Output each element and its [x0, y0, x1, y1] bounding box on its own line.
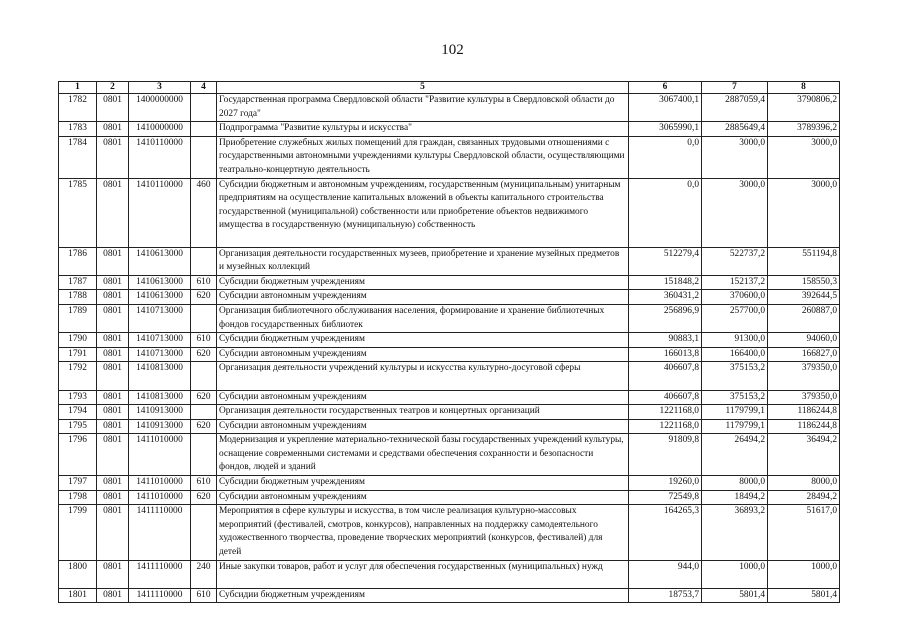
- expense-type-code: 610: [191, 333, 217, 348]
- row-number: 1795: [59, 419, 97, 434]
- table-row: [59, 390, 840, 405]
- amount-year-1: 0,0: [629, 178, 702, 247]
- table-row: [59, 362, 840, 390]
- table-row: [59, 333, 840, 348]
- row-number: 1792: [59, 362, 97, 390]
- section-code: 0801: [97, 588, 129, 603]
- item-name: Государственная программа Свердловской области "Развитие культуры в Свердловской области до 2027 года": [217, 94, 629, 122]
- amount-year-1: 166013,8: [629, 347, 702, 362]
- amount-year-1: 151848,2: [629, 275, 702, 290]
- item-name: Организация деятельности государственных музеев, приобретение и хранение музейных предметов и музейных коллекций: [217, 247, 629, 275]
- target-article-code: 1400000000: [129, 94, 191, 122]
- amount-year-1: 91809,8: [629, 434, 702, 476]
- table-row: [59, 94, 840, 122]
- amount-year-3: 5801,4: [768, 588, 840, 603]
- section-code: 0801: [97, 419, 129, 434]
- table-row: [59, 505, 840, 560]
- amount-year-2: 375153,2: [702, 362, 768, 390]
- section-code: 0801: [97, 347, 129, 362]
- item-name: Субсидии бюджетным учреждениям: [217, 275, 629, 290]
- header-col-6: 6: [629, 82, 702, 94]
- page-number: 102: [441, 42, 464, 58]
- amount-year-2: 36893,2: [702, 505, 768, 560]
- amount-year-1: 1221168,0: [629, 419, 702, 434]
- table-row: [59, 304, 840, 332]
- amount-year-3: 551194,8: [768, 247, 840, 275]
- table-row: [59, 490, 840, 505]
- amount-year-2: 3000,0: [702, 178, 768, 247]
- amount-year-1: 512279,4: [629, 247, 702, 275]
- target-article-code: 1410613000: [129, 247, 191, 275]
- section-code: 0801: [97, 94, 129, 122]
- target-article-code: 1411010000: [129, 490, 191, 505]
- expense-type-code: [191, 247, 217, 275]
- row-number: 1783: [59, 122, 97, 137]
- header-col-3: 3: [129, 82, 191, 94]
- target-article-code: 1410913000: [129, 419, 191, 434]
- expense-type-code: 620: [191, 390, 217, 405]
- amount-year-1: 0,0: [629, 136, 702, 178]
- table-row: [59, 588, 840, 603]
- section-code: 0801: [97, 136, 129, 178]
- item-name: Мероприятия в сфере культуры и искусства, в том числе реализация культурно-массовых мероприятий (фестивалей, смотров, конкурсов), направленных на поддержку самодеятельного художественного творчества, проведение творческих мероприятий (конкурсов, фестивалей) для детей: [217, 505, 629, 560]
- target-article-code: 1410713000: [129, 304, 191, 332]
- section-code: 0801: [97, 290, 129, 305]
- row-number: 1798: [59, 490, 97, 505]
- section-code: 0801: [97, 560, 129, 588]
- row-number: 1791: [59, 347, 97, 362]
- amount-year-3: 1186244,8: [768, 419, 840, 434]
- header-col-1: 1: [59, 82, 97, 94]
- expense-type-code: [191, 136, 217, 178]
- row-number: 1793: [59, 390, 97, 405]
- expense-type-code: 610: [191, 588, 217, 603]
- table-row: [59, 122, 840, 137]
- item-name: Субсидии автономным учреждениям: [217, 347, 629, 362]
- amount-year-3: 260887,0: [768, 304, 840, 332]
- amount-year-1: 19260,0: [629, 476, 702, 491]
- row-number: 1786: [59, 247, 97, 275]
- amount-year-3: 36494,2: [768, 434, 840, 476]
- row-number: 1789: [59, 304, 97, 332]
- amount-year-3: 1186244,8: [768, 405, 840, 420]
- expense-type-code: 240: [191, 560, 217, 588]
- item-name: Субсидии бюджетным учреждениям: [217, 588, 629, 603]
- table-row: [59, 290, 840, 305]
- amount-year-3: 94060,0: [768, 333, 840, 348]
- row-number: 1794: [59, 405, 97, 420]
- amount-year-1: 3065990,1: [629, 122, 702, 137]
- amount-year-1: 1221168,0: [629, 405, 702, 420]
- table-row: [59, 347, 840, 362]
- expense-type-code: [191, 94, 217, 122]
- item-name: Организация деятельности учреждений культуры и искусства культурно-досуговой сферы: [217, 362, 629, 390]
- target-article-code: 1410913000: [129, 405, 191, 420]
- item-name: Приобретение служебных жилых помещений для граждан, связанных трудовыми отношениями с государственными автономными учреждениями культуры Свердловской области, осуществляющими театрально-концертную деятельность: [217, 136, 629, 178]
- item-name: Субсидии автономным учреждениям: [217, 390, 629, 405]
- expense-type-code: [191, 362, 217, 390]
- header-col-4: 4: [191, 82, 217, 94]
- target-article-code: 1410713000: [129, 347, 191, 362]
- section-code: 0801: [97, 390, 129, 405]
- target-article-code: 1410713000: [129, 333, 191, 348]
- amount-year-1: 256896,9: [629, 304, 702, 332]
- row-number: 1790: [59, 333, 97, 348]
- amount-year-2: 91300,0: [702, 333, 768, 348]
- target-article-code: 1410613000: [129, 290, 191, 305]
- expense-type-code: 610: [191, 275, 217, 290]
- target-article-code: 1410813000: [129, 390, 191, 405]
- target-article-code: 1411010000: [129, 434, 191, 476]
- amount-year-2: 152137,2: [702, 275, 768, 290]
- item-name: Модернизация и укрепление материально-технической базы государственных учреждений культуры, оснащение современными системами и средствами обеспечения сохранности и безопасности фондов, людей и зданий: [217, 434, 629, 476]
- target-article-code: 1410813000: [129, 362, 191, 390]
- row-number: 1797: [59, 476, 97, 491]
- item-name: Субсидии бюджетным и автономным учреждениям, государственным (муниципальным) унитарным предприятиям на осуществление капитальных вложений в объекты капитального строительства государственной (муниципальной) собственности или приобретение объектов недвижимого имущества в государственную (муниципальную) собственность: [217, 178, 629, 247]
- section-code: 0801: [97, 275, 129, 290]
- amount-year-2: 257700,0: [702, 304, 768, 332]
- header-col-2: 2: [97, 82, 129, 94]
- target-article-code: 1410110000: [129, 136, 191, 178]
- row-number: 1799: [59, 505, 97, 560]
- target-article-code: 1411010000: [129, 476, 191, 491]
- amount-year-3: 379350,0: [768, 362, 840, 390]
- amount-year-3: 166827,0: [768, 347, 840, 362]
- amount-year-3: 392644,5: [768, 290, 840, 305]
- row-number: 1788: [59, 290, 97, 305]
- amount-year-2: 375153,2: [702, 390, 768, 405]
- item-name: Подпрограмма "Развитие культуры и искусства": [217, 122, 629, 137]
- table-row: [59, 247, 840, 275]
- amount-year-3: 28494,2: [768, 490, 840, 505]
- header-col-7: 7: [702, 82, 768, 94]
- target-article-code: 1410613000: [129, 275, 191, 290]
- section-code: 0801: [97, 505, 129, 560]
- section-code: 0801: [97, 304, 129, 332]
- budget-table: [58, 81, 840, 603]
- item-name: Организация деятельности государственных театров и концертных организаций: [217, 405, 629, 420]
- amount-year-2: 2887059,4: [702, 94, 768, 122]
- row-number: 1782: [59, 94, 97, 122]
- table-row: [59, 136, 840, 178]
- section-code: 0801: [97, 247, 129, 275]
- amount-year-2: 2885649,4: [702, 122, 768, 137]
- table-row: [59, 476, 840, 491]
- expense-type-code: 620: [191, 419, 217, 434]
- row-number: 1787: [59, 275, 97, 290]
- item-name: Субсидии автономным учреждениям: [217, 290, 629, 305]
- amount-year-2: 522737,2: [702, 247, 768, 275]
- amount-year-3: 3000,0: [768, 136, 840, 178]
- amount-year-2: 1179799,1: [702, 419, 768, 434]
- amount-year-2: 1000,0: [702, 560, 768, 588]
- amount-year-1: 3067400,1: [629, 94, 702, 122]
- item-name: Субсидии бюджетным учреждениям: [217, 333, 629, 348]
- expense-type-code: 620: [191, 290, 217, 305]
- amount-year-3: 379350,0: [768, 390, 840, 405]
- table-header-row: [59, 82, 840, 94]
- item-name: Субсидии бюджетным учреждениям: [217, 476, 629, 491]
- target-article-code: 1410110000: [129, 178, 191, 247]
- amount-year-3: 3000,0: [768, 178, 840, 247]
- section-code: 0801: [97, 476, 129, 491]
- amount-year-2: 370600,0: [702, 290, 768, 305]
- amount-year-3: 1000,0: [768, 560, 840, 588]
- amount-year-2: 1179799,1: [702, 405, 768, 420]
- amount-year-3: 51617,0: [768, 505, 840, 560]
- amount-year-3: 8000,0: [768, 476, 840, 491]
- section-code: 0801: [97, 405, 129, 420]
- amount-year-3: 158550,3: [768, 275, 840, 290]
- section-code: 0801: [97, 434, 129, 476]
- row-number: 1785: [59, 178, 97, 247]
- table-row: [59, 560, 840, 588]
- table-row: [59, 405, 840, 420]
- expense-type-code: 620: [191, 347, 217, 362]
- amount-year-1: 406607,8: [629, 390, 702, 405]
- expense-type-code: [191, 304, 217, 332]
- section-code: 0801: [97, 333, 129, 348]
- amount-year-2: 8000,0: [702, 476, 768, 491]
- table-body: [59, 94, 840, 603]
- amount-year-2: 26494,2: [702, 434, 768, 476]
- header-col-5: 5: [217, 82, 629, 94]
- target-article-code: 1411110000: [129, 588, 191, 603]
- amount-year-2: 18494,2: [702, 490, 768, 505]
- expense-type-code: [191, 434, 217, 476]
- table-row: [59, 419, 840, 434]
- amount-year-3: 3789396,2: [768, 122, 840, 137]
- amount-year-1: 18753,7: [629, 588, 702, 603]
- item-name: Организация библиотечного обслуживания населения, формирование и хранение библиотечных фондов государственных библиотек: [217, 304, 629, 332]
- expense-type-code: 610: [191, 476, 217, 491]
- section-code: 0801: [97, 178, 129, 247]
- amount-year-2: 3000,0: [702, 136, 768, 178]
- section-code: 0801: [97, 122, 129, 137]
- amount-year-2: 5801,4: [702, 588, 768, 603]
- row-number: 1801: [59, 588, 97, 603]
- target-article-code: 1411110000: [129, 560, 191, 588]
- section-code: 0801: [97, 490, 129, 505]
- target-article-code: 1410000000: [129, 122, 191, 137]
- amount-year-3: 3790806,2: [768, 94, 840, 122]
- section-code: 0801: [97, 362, 129, 390]
- amount-year-1: 164265,3: [629, 505, 702, 560]
- amount-year-2: 166400,0: [702, 347, 768, 362]
- amount-year-1: 72549,8: [629, 490, 702, 505]
- expense-type-code: [191, 122, 217, 137]
- header-col-8: 8: [768, 82, 840, 94]
- item-name: Субсидии автономным учреждениям: [217, 419, 629, 434]
- row-number: 1796: [59, 434, 97, 476]
- expense-type-code: 460: [191, 178, 217, 247]
- row-number: 1800: [59, 560, 97, 588]
- table-row: [59, 434, 840, 476]
- item-name: Субсидии автономным учреждениям: [217, 490, 629, 505]
- item-name: Иные закупки товаров, работ и услуг для обеспечения государственных (муниципальных) нужд: [217, 560, 629, 588]
- table-row: [59, 275, 840, 290]
- table-row: [59, 178, 840, 247]
- amount-year-1: 944,0: [629, 560, 702, 588]
- expense-type-code: [191, 405, 217, 420]
- expense-type-code: 620: [191, 490, 217, 505]
- target-article-code: 1411110000: [129, 505, 191, 560]
- amount-year-1: 360431,2: [629, 290, 702, 305]
- expense-type-code: [191, 505, 217, 560]
- row-number: 1784: [59, 136, 97, 178]
- amount-year-1: 406607,8: [629, 362, 702, 390]
- amount-year-1: 90883,1: [629, 333, 702, 348]
